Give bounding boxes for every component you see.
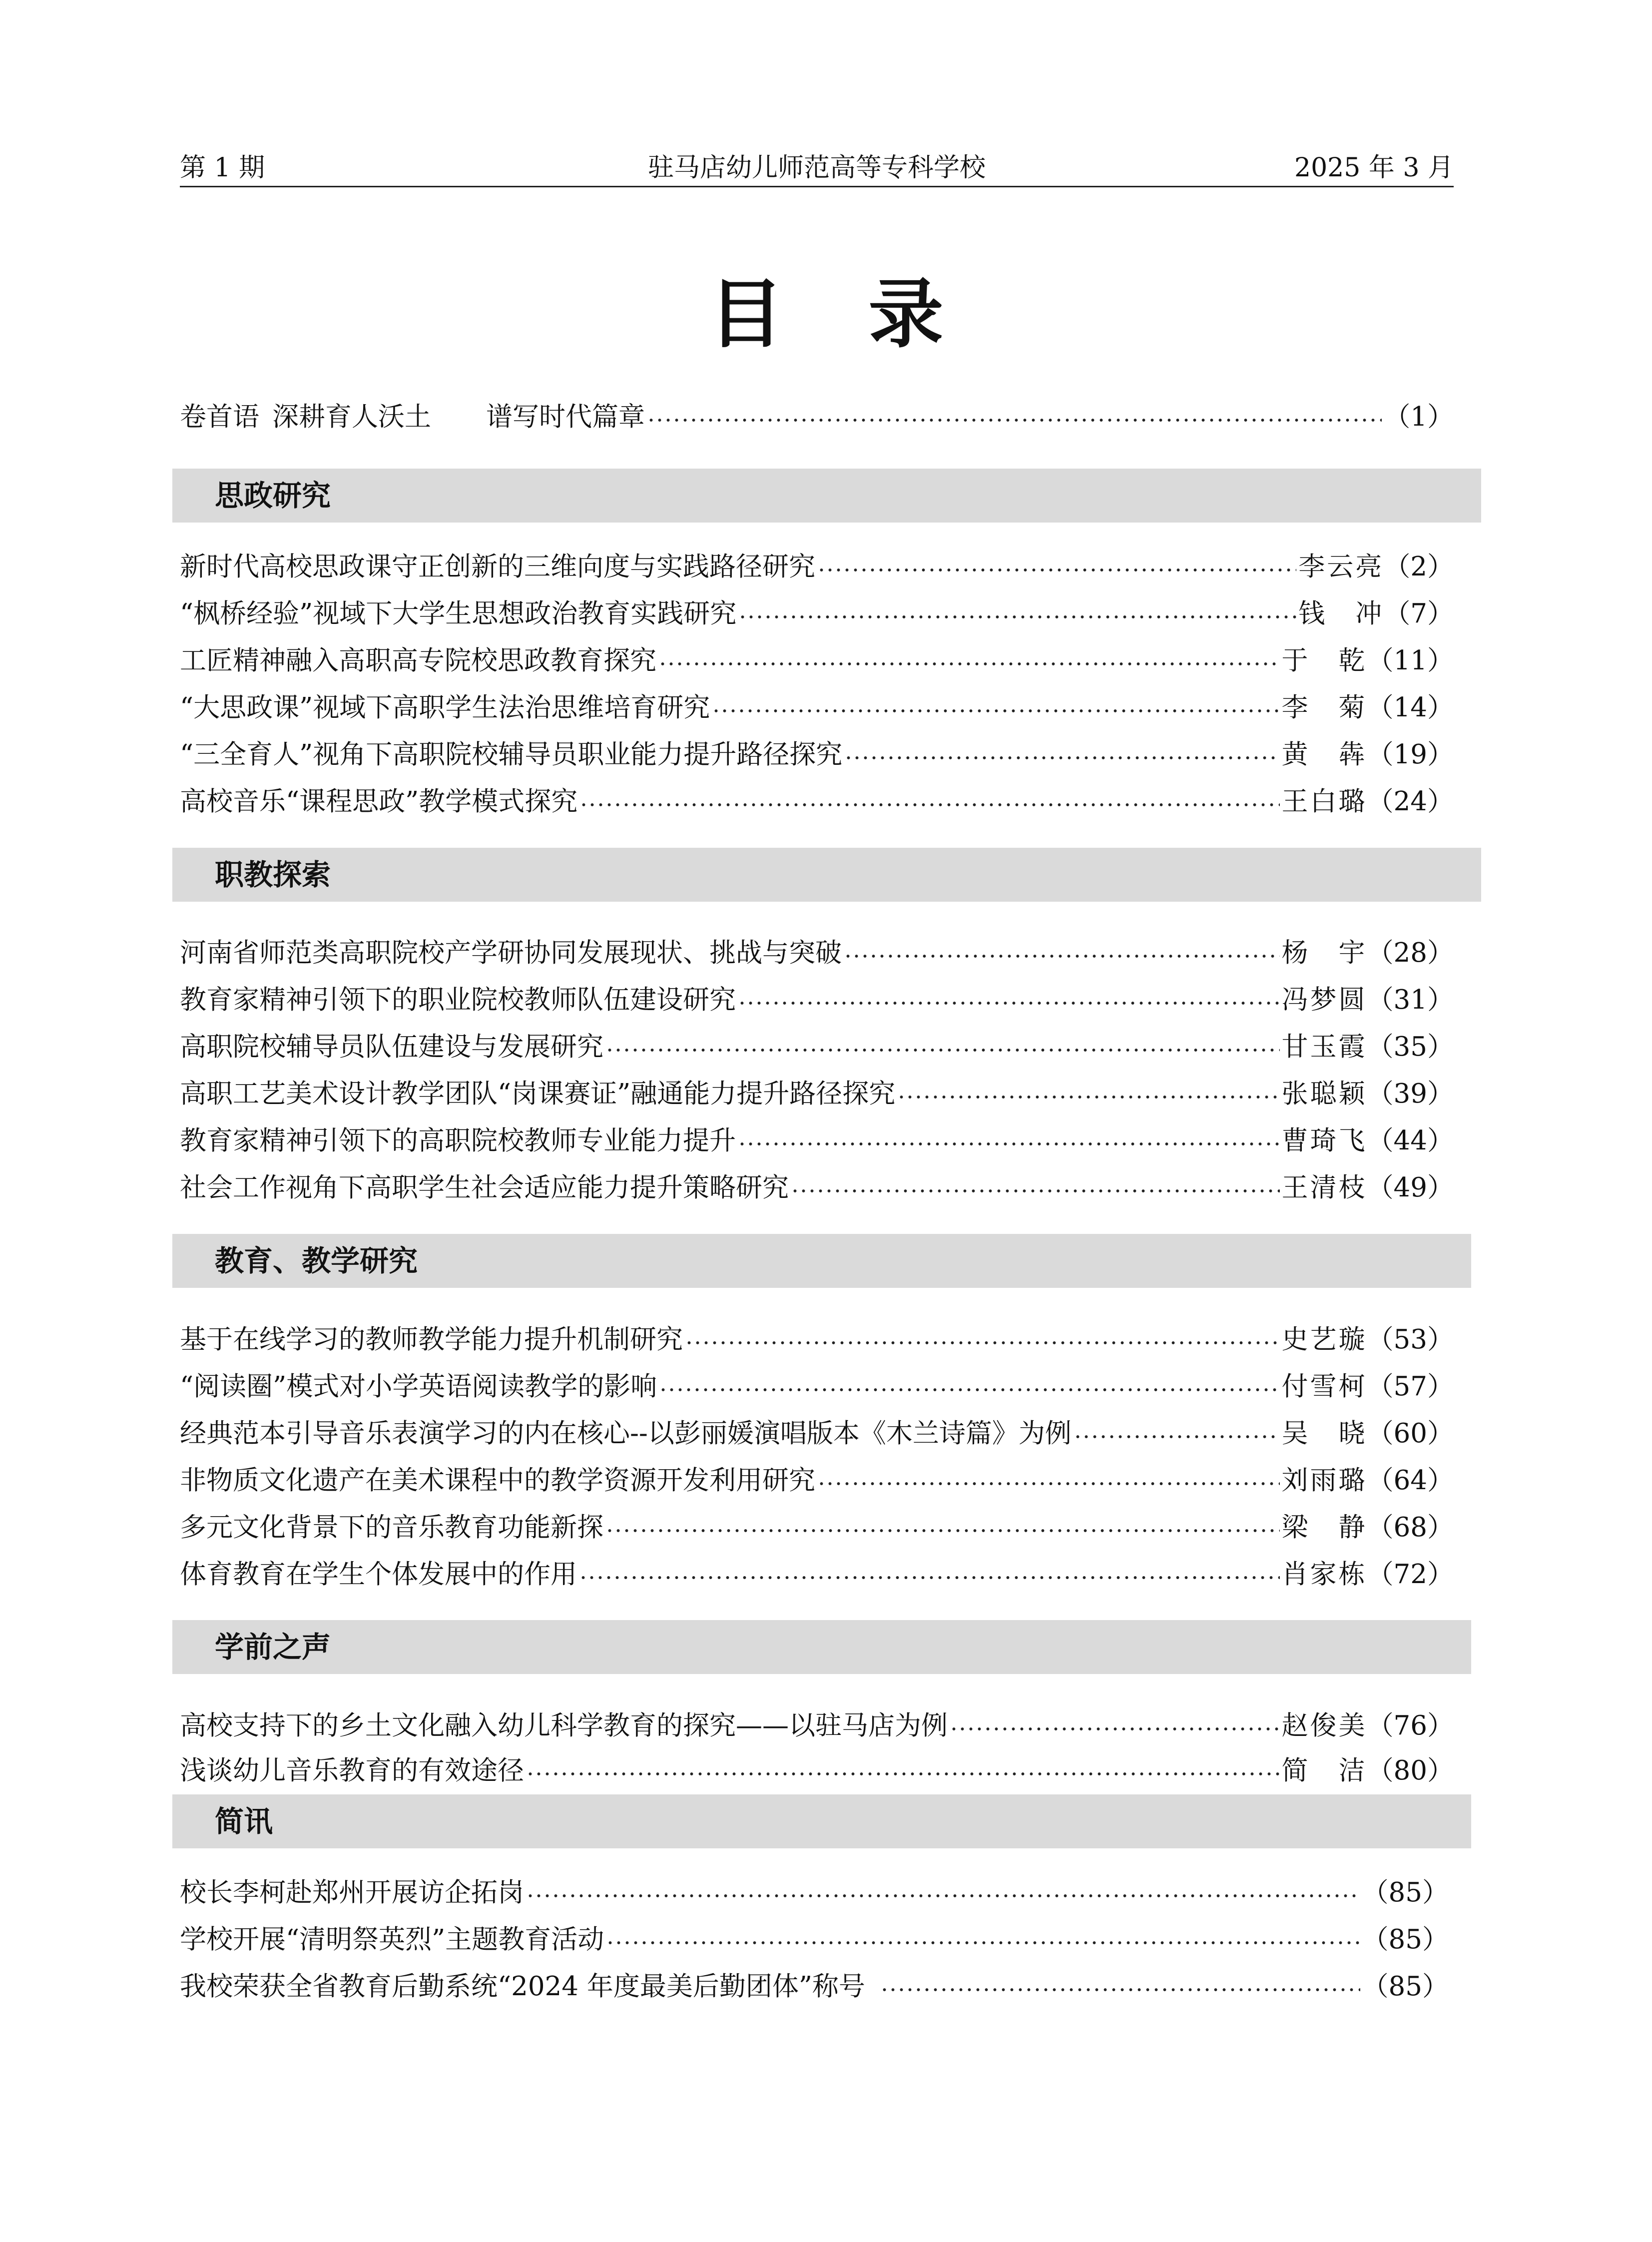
page-number: （31）	[1367, 985, 1454, 1015]
toc-entry[interactable]	[180, 1025, 1454, 1065]
dot-leader	[658, 660, 1280, 667]
toc-entry[interactable]	[180, 1703, 1454, 1743]
section-title: 思政研究	[215, 479, 331, 513]
entry-title: 新时代高校思政课守正创新的三维向度与实践路径研究	[180, 552, 815, 582]
toc-entry[interactable]	[180, 1505, 1454, 1545]
page-number: （64）	[1367, 1465, 1454, 1496]
page-number: （2）	[1384, 552, 1454, 582]
entry-author: 张聪颖	[1281, 1079, 1367, 1109]
preface-title-a: 深耕育人沃土	[272, 402, 431, 432]
toc-entry[interactable]	[180, 638, 1454, 678]
entry-title: 高校音乐“课程思政”教学模式探究	[180, 786, 578, 817]
dot-leader	[817, 566, 1296, 573]
toc-entry[interactable]	[180, 1364, 1454, 1404]
section-title: 教育、教学研究	[215, 1244, 418, 1278]
entry-author: 王清枝	[1281, 1172, 1367, 1203]
issue-date: 2025 年 3 月	[1294, 153, 1454, 183]
page-number: （19）	[1367, 739, 1454, 770]
entry-author: 王白璐	[1281, 786, 1367, 817]
entry-title: 高职院校辅导员队伍建设与发展研究	[180, 1032, 603, 1062]
entry-title: 社会工作视角下高职学生社会适应能力提升策略研究	[180, 1172, 789, 1203]
entry-title: 学校开展“清明祭英烈”主题教育活动	[180, 1924, 604, 1955]
toc-entry[interactable]	[180, 1119, 1454, 1158]
entry-title: “大思政课”视域下高职学生法治思维培育研究	[180, 692, 710, 723]
preface-title-b: 谱写时代篇章	[486, 402, 645, 432]
entry-title: 工匠精神融入高职高专院校思政教育探究	[180, 645, 656, 676]
entry-author: 梁 静	[1281, 1512, 1367, 1543]
entry-author: 简 洁	[1281, 1755, 1367, 1786]
dot-leader	[791, 1187, 1280, 1194]
dot-leader	[738, 1000, 1280, 1007]
toc-entry[interactable]	[180, 732, 1454, 772]
entry-author: 冯梦圆	[1281, 985, 1367, 1015]
toc-entry[interactable]	[180, 545, 1454, 584]
page-number: （24）	[1367, 786, 1454, 817]
entry-author: 曹琦飞	[1281, 1125, 1367, 1156]
dot-leader	[526, 1892, 1360, 1899]
dot-leader	[897, 1094, 1279, 1101]
entry-title: 基于在线学习的教师教学能力提升机制研究	[180, 1324, 683, 1355]
toc-entry[interactable]	[180, 591, 1454, 631]
section-header-zhijiao	[172, 848, 1481, 902]
page-number: （1）	[1384, 402, 1454, 432]
entry-title: “阅读圈”模式对小学英语阅读教学的影响	[180, 1371, 657, 1402]
dot-leader	[712, 707, 1279, 714]
toc-entry[interactable]	[180, 1458, 1454, 1498]
school-name: 驻马店幼儿师范高等专科学校	[647, 153, 986, 183]
toc-entry[interactable]	[180, 978, 1454, 1018]
page-number: （57）	[1367, 1371, 1454, 1402]
entry-author: 李 菊	[1281, 692, 1367, 723]
page-number: （68）	[1367, 1512, 1454, 1543]
page-number: （28）	[1367, 938, 1454, 968]
dot-leader	[738, 613, 1296, 620]
toc-entry[interactable]	[180, 685, 1454, 725]
toc-entry[interactable]	[180, 931, 1454, 971]
page-number: （85）	[1362, 1971, 1449, 2002]
entry-title: 高校支持下的乡土文化融入幼儿科学教育的探究——以驻马店为例	[180, 1710, 948, 1741]
page-number: （44）	[1367, 1125, 1454, 1156]
entry-title: 多元文化背景下的音乐教育功能新探	[180, 1512, 603, 1543]
section-header-jiaoyu	[172, 1234, 1471, 1288]
section-title: 职教探索	[215, 858, 331, 892]
running-header	[180, 150, 1454, 187]
toc-entry[interactable]	[180, 1917, 1449, 1957]
entry-title: 非物质文化遗产在美术课程中的教学资源开发利用研究	[180, 1465, 815, 1496]
page-number: （39）	[1367, 1079, 1454, 1109]
section-header-sizheng	[172, 469, 1481, 523]
entry-title: 经典范本引导音乐表演学习的内在核心--以彭丽媛演唱版本《木兰诗篇》为例	[180, 1418, 1072, 1449]
entry-author: 史艺璇	[1281, 1324, 1367, 1355]
entry-author: 付雪柯	[1281, 1371, 1367, 1402]
entry-title: “枫桥经验”视域下大学生思想政治教育实践研究	[180, 598, 737, 629]
page-number: （53）	[1367, 1324, 1454, 1355]
section-title: 学前之声	[215, 1630, 331, 1664]
dot-leader	[579, 1574, 1280, 1581]
toc-entry[interactable]	[180, 1072, 1454, 1112]
issue-number: 第 1 期	[180, 153, 265, 183]
entry-title: 体育教育在学生个体发展中的作用	[180, 1559, 577, 1590]
entry-author: 甘玉霞	[1281, 1032, 1367, 1062]
dot-leader	[659, 1386, 1279, 1393]
dot-leader	[844, 754, 1279, 761]
entry-title: 浅谈幼儿音乐教育的有效途径	[180, 1755, 524, 1786]
dot-leader	[950, 1725, 1280, 1732]
toc-entry[interactable]	[180, 1552, 1454, 1592]
entry-title: 教育家精神引领下的高职院校教师专业能力提升	[180, 1125, 736, 1156]
page-number: （11）	[1367, 645, 1454, 676]
entry-title: 教育家精神引领下的职业院校教师队伍建设研究	[180, 985, 736, 1015]
dot-leader	[579, 801, 1279, 808]
dot-leader	[817, 1480, 1280, 1487]
entry-author: 刘雨璐	[1281, 1465, 1367, 1496]
dot-leader	[844, 953, 1280, 960]
toc-entry[interactable]	[180, 1870, 1449, 1910]
page-number: （85）	[1362, 1924, 1449, 1955]
entry-author: 吴 晓	[1281, 1418, 1367, 1449]
toc-entry[interactable]	[180, 1964, 1449, 2004]
page-number: （85）	[1362, 1877, 1449, 1908]
dot-leader	[1074, 1433, 1280, 1440]
dot-leader	[738, 1140, 1280, 1147]
toc-entry-preface[interactable]	[180, 395, 1454, 435]
entry-author: 李云亮	[1298, 552, 1384, 582]
entry-author: 钱 冲	[1298, 598, 1384, 629]
entry-title: 校长李柯赴郑州开展访企拓岗	[180, 1877, 524, 1908]
entry-title: 高职工艺美术设计教学团队“岗课赛证”融通能力提升路径探究	[180, 1079, 896, 1109]
dot-leader	[526, 1770, 1280, 1777]
entry-author: 黄 犇	[1281, 739, 1367, 770]
entry-title: “三全育人”视角下高职院校辅导员职业能力提升路径探究	[180, 739, 843, 770]
entry-author: 肖家栋	[1281, 1559, 1367, 1590]
page-number: （7）	[1384, 598, 1454, 629]
page-number: （80）	[1367, 1755, 1454, 1786]
page-number: （60）	[1367, 1418, 1454, 1449]
toc-entry[interactable]	[180, 1411, 1454, 1451]
preface-label: 卷首语	[180, 402, 259, 432]
entry-author: 于 乾	[1281, 645, 1367, 676]
toc-entry[interactable]	[180, 779, 1454, 819]
entry-title: 河南省师范类高职院校产学研协同发展现状、挑战与突破	[180, 938, 842, 968]
entry-author: 杨 宇	[1281, 938, 1367, 968]
toc-entry[interactable]	[180, 1317, 1454, 1357]
page-number: （72）	[1367, 1559, 1454, 1590]
entry-title: 我校荣获全省教育后勤系统“2024 年度最美后勤团体”称号	[180, 1971, 865, 2002]
dot-leader	[647, 417, 1382, 424]
dot-leader	[605, 1047, 1280, 1054]
section-title: 简讯	[215, 1804, 273, 1838]
page-number: （76）	[1367, 1710, 1454, 1741]
page-number: （35）	[1367, 1032, 1454, 1062]
dot-leader	[685, 1339, 1280, 1346]
section-header-xueqian	[172, 1620, 1471, 1674]
page-title: 目录	[708, 271, 1029, 358]
section-header-jianxun	[172, 1794, 1471, 1848]
entry-author: 赵俊美	[1281, 1710, 1367, 1741]
dot-leader	[605, 1527, 1280, 1534]
dot-leader	[606, 1939, 1360, 1946]
page-number: （14）	[1367, 692, 1454, 723]
toc-entry[interactable]	[180, 1165, 1454, 1205]
toc-entry[interactable]	[180, 1748, 1454, 1788]
dot-leader	[880, 1986, 1360, 1993]
page-number: （49）	[1367, 1172, 1454, 1203]
